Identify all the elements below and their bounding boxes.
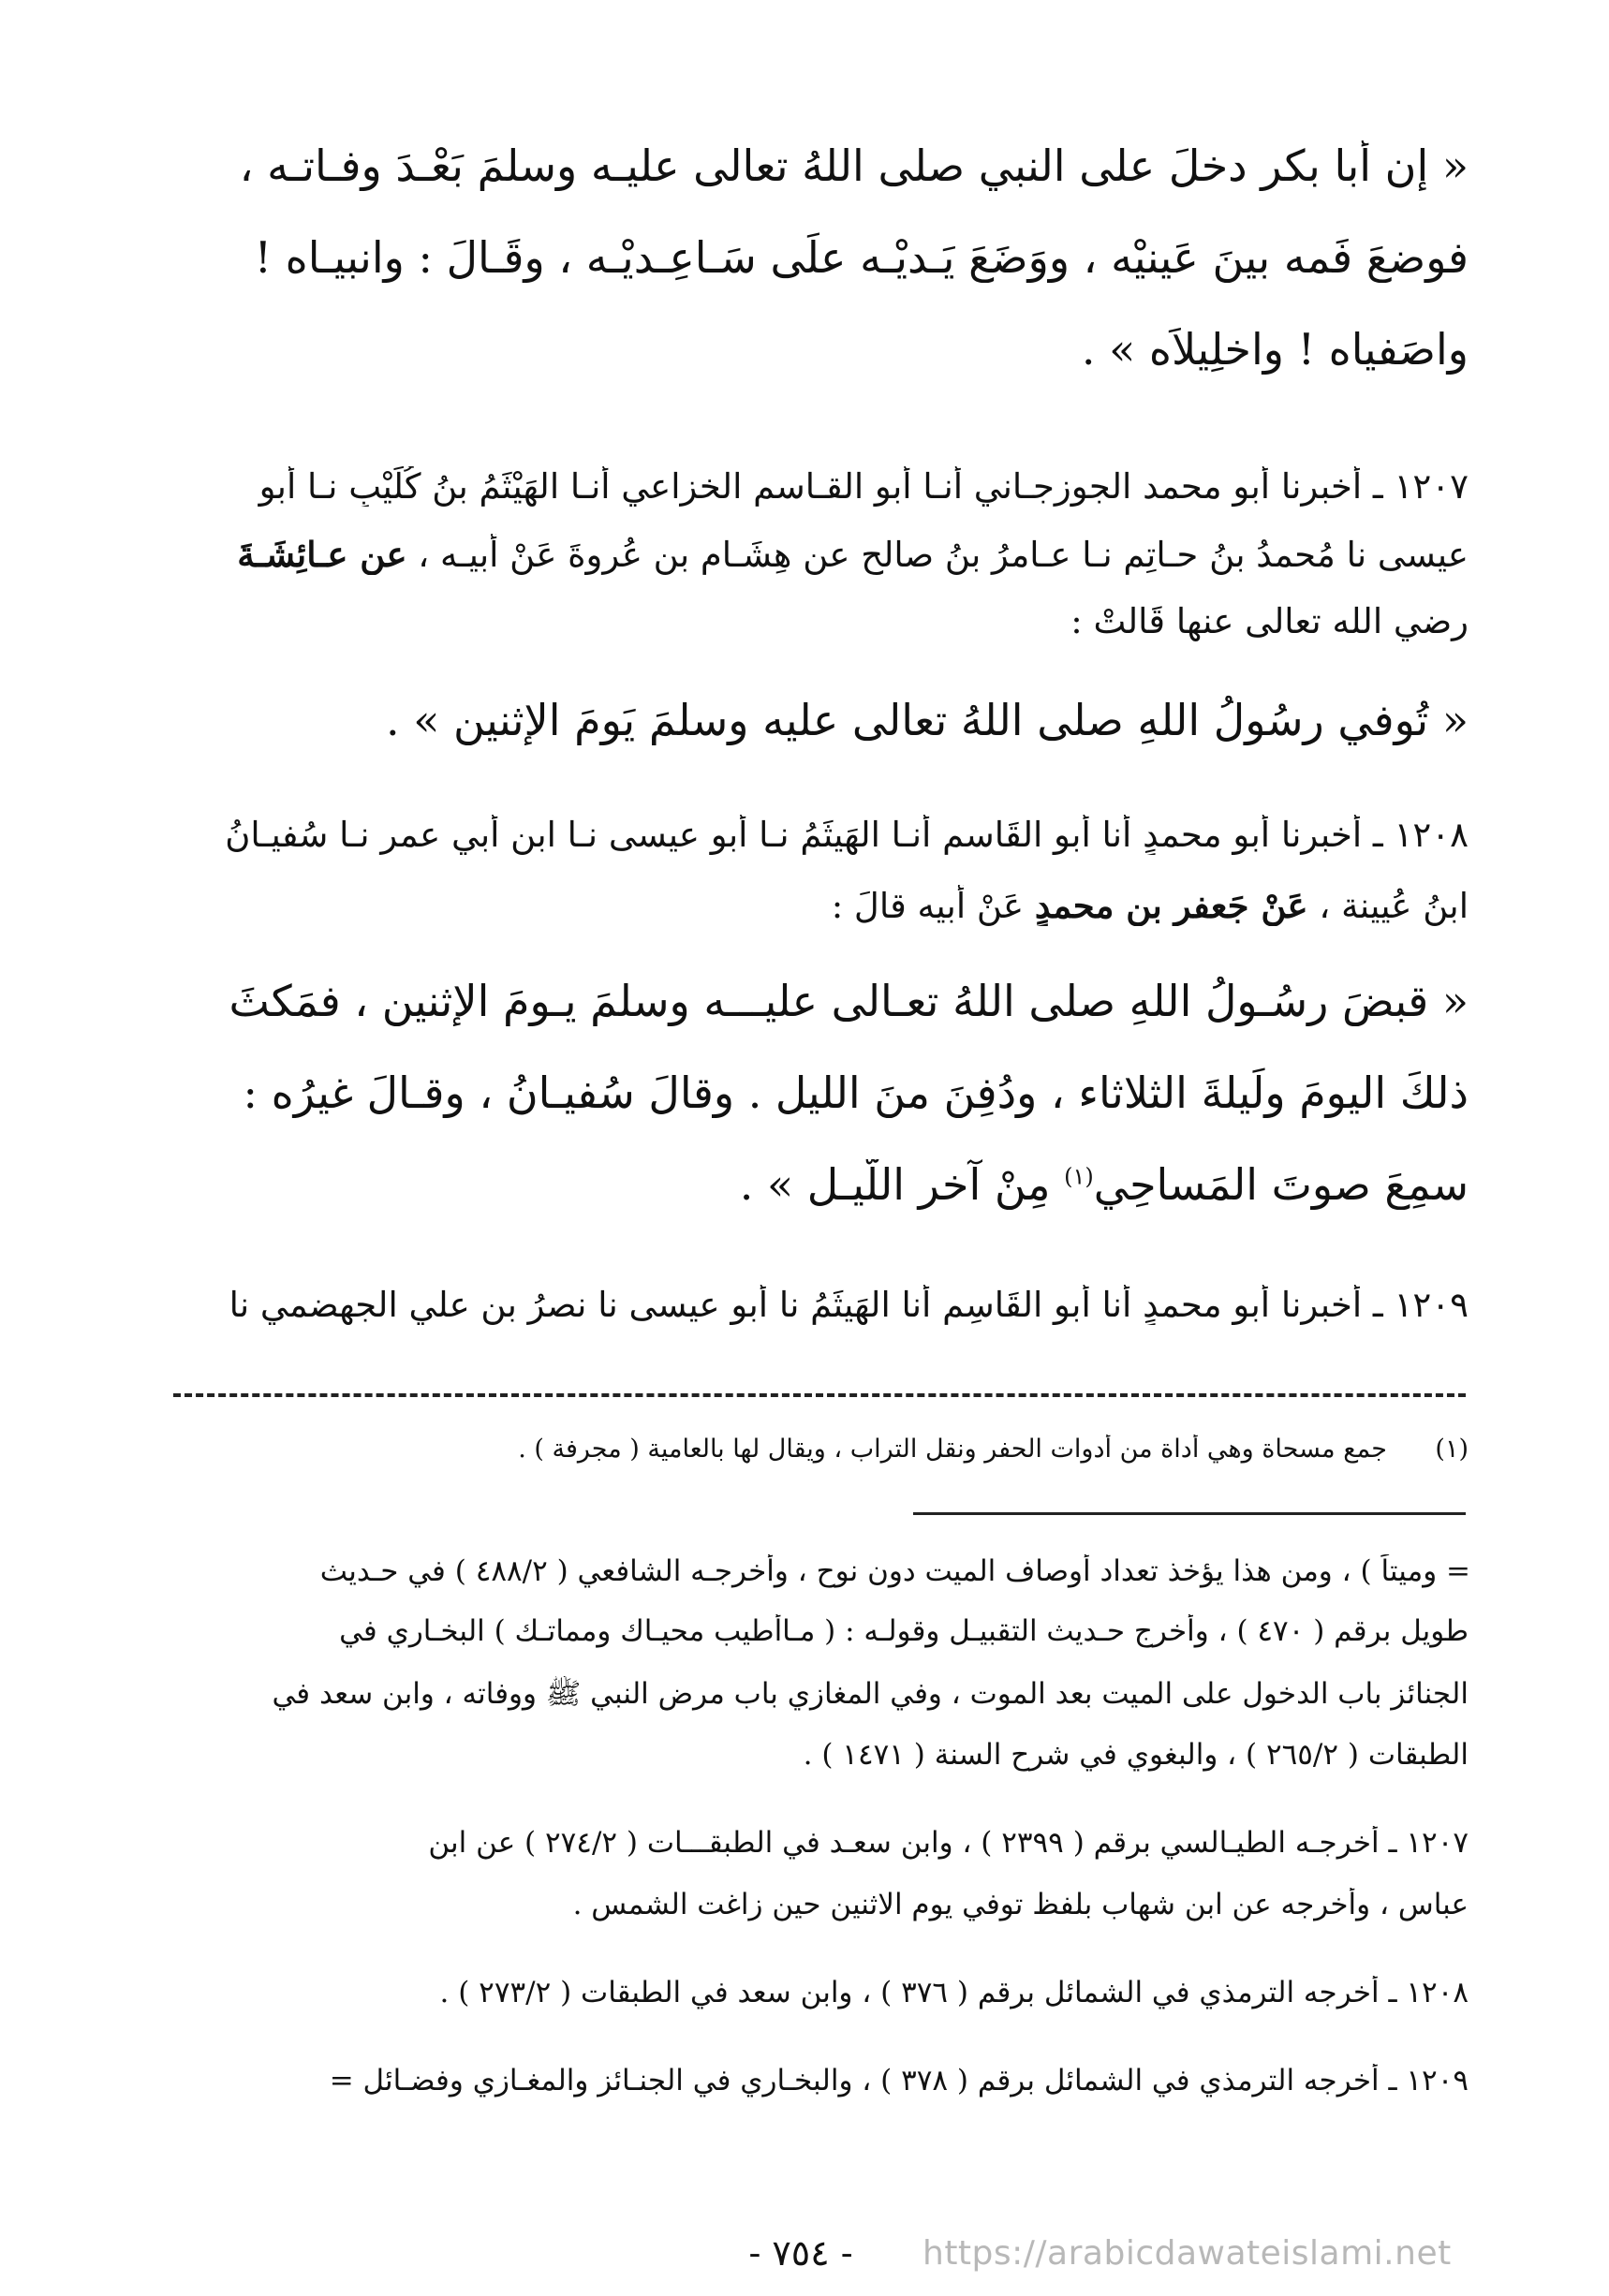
takhrij-1208: ١٢٠٨ ـ أخرجه الترمذي في الشمائل برقم ( ٣٧٦ ) ، وابن سعد في الطبقات ( ٢٧٣/٢ ) .	[439, 1976, 1469, 2009]
quote-1208-line-3-b: مِنْ آخرِ اللَّيـل » .	[739, 1159, 1051, 1210]
takhrij-divider	[913, 1512, 1466, 1515]
hadith-1208-line-2-a: ابنُ عُيينة ،	[1319, 886, 1469, 926]
footnote-reference: (١)	[1064, 1163, 1094, 1190]
hadith-1208-line-2	[139, 885, 1469, 926]
quote-1208-line-3-a: سمِعَ صوتَ المَساحِي	[1093, 1159, 1469, 1210]
quote-1208-line-2: ذلكَ اليومَ ولَيلةَ الثلاثاء ، ودُفِنَ منَ الليل . وقالَ سُفيـانُ ، وقـالَ غيرُه :	[243, 1067, 1469, 1118]
hadith-1208-line-1: ١٢٠٨ ـ أخبرنا أبو محمدٍ أنا أبو القَاسم أنـا الهَيثَمُ نـا أبو عيسى نـا ابن أبي عمر نـا سُفيـانُ	[225, 815, 1469, 855]
hadith-1207-narrator-bold: عن عـائِشَـةَ	[237, 534, 407, 575]
takhrij-cont-line-1: = وميتاً ) ، ومن هذا يؤخذ تعداد أوصاف الميت دون نوح ، وأخرجـه الشافعي ( ٤٨٨/٢ ) في حـديث	[319, 1554, 1470, 1588]
footnote-line	[139, 1435, 1469, 1464]
takhrij-1209: ١٢٠٩ ـ أخرجه الترمذي في الشمائل برقم ( ٣٧٨ ) ، والبخـاري في الجنـائز والمغـازي وفضـائل =	[329, 2064, 1469, 2097]
footnote-number: (١)	[1435, 1435, 1469, 1464]
takhrij-cont-line-3: الجنائز باب الدخول على الميت بعد الموت ، وفي المغازي باب مرض النبي ﷺ ووفاته ، وابن سعد في	[272, 1677, 1469, 1711]
quote-1207: « تُوفي رسُولُ اللهِ صلى اللهُ تعالى عليه وسلمَ يَومَ الإثنين » .	[385, 695, 1469, 745]
takhrij-cont-line-2: طويل برقم ( ٤٧٠ ) ، وأخرج حـديث التقبيـل وقولـه : ( مـاأطيب محيـاك ومماتـك ) البخـاري في	[339, 1614, 1469, 1648]
hadith-1209-line-1: ١٢٠٩ ـ أخبرنا أبو محمدٍ أنا أبو القَاسِم أنا الهَيثَمُ نا أبو عيسى نا نصرُ بن علي الجهضمي نا	[229, 1285, 1469, 1325]
quote-1208-line-1: « قبضَ رسُـولُ اللهِ صلى اللهُ تعـالى عليـــه وسلمَ يـومَ الإثنين ، فمَكثَ	[229, 976, 1469, 1026]
hadith-1207-line-2	[139, 534, 1469, 575]
hadith-1207-line-3: رضي الله تعالى عنها قَالتْ :	[1070, 601, 1469, 641]
quote-line-2: فوضعَ فَمه بينَ عَينيْه ، ووَضَعَ يَـديْـه علَى سَـاعِـديْـه ، وقَـالَ : وانبيـاه !	[254, 232, 1469, 283]
hadith-1207-line-1: ١٢٠٧ ـ أخبرنا أبو محمد الجوزجـاني أنـا أبو القـاسم الخزاعي أنـا الهَيْثَمُ بنُ كُلَيْبٍ نـا أبو	[258, 466, 1469, 507]
hadith-1208-line-2-b: عَنْ أبيه قالَ :	[831, 886, 1025, 926]
takhrij-1207-line-2: عباس ، وأخرجه عن ابن شهاب بلفظ توفي يوم الاثنين حين زاغت الشمس .	[572, 1888, 1469, 1921]
takhrij-1207-line-1: ١٢٠٧ ـ أخرجـه الطيـالسي برقم ( ٢٣٩٩ ) ، وابن سعـد في الطبقـــات ( ٢٧٤/٢ ) عن ابن	[428, 1826, 1469, 1860]
hadith-1207-line-2-text: عيسى نا مُحمدُ بنُ حـاتِمٍ نـا عـامرُ بنُ صالح عن هِشَـامِ بنِ عُروةَ عَنْ أبيـه ،	[418, 535, 1469, 575]
page-number: - ٧٥٤ -	[748, 2232, 853, 2274]
quote-line-1: « إن أبا بكر دخلَ على النبي صلى اللهُ تعالى عليـه وسلمَ بَعْـدَ وفـاتـه ،	[239, 140, 1469, 191]
footnote-text: جمع مسحاة وهي أداة من أدوات الحفر ونقل التراب ، ويقال لها بالعامية ( مجرفة ) .	[518, 1435, 1387, 1464]
quote-line-3: واصَفياه ! واخلِيلاَه » .	[1081, 324, 1469, 375]
takhrij-cont-line-4: الطبقات ( ٢٦٥/٢ ) ، والبغوي في شرح السنة ( ١٤٧١ ) .	[803, 1738, 1469, 1772]
watermark-url: https://arabicdawateislami.net	[923, 2234, 1452, 2273]
quote-1208-line-3	[139, 1159, 1469, 1210]
hadith-1208-narrator-bold: عَنْ جَعفر بن محمدٍ	[1034, 885, 1308, 926]
footnote-dashed-divider	[173, 1393, 1466, 1397]
